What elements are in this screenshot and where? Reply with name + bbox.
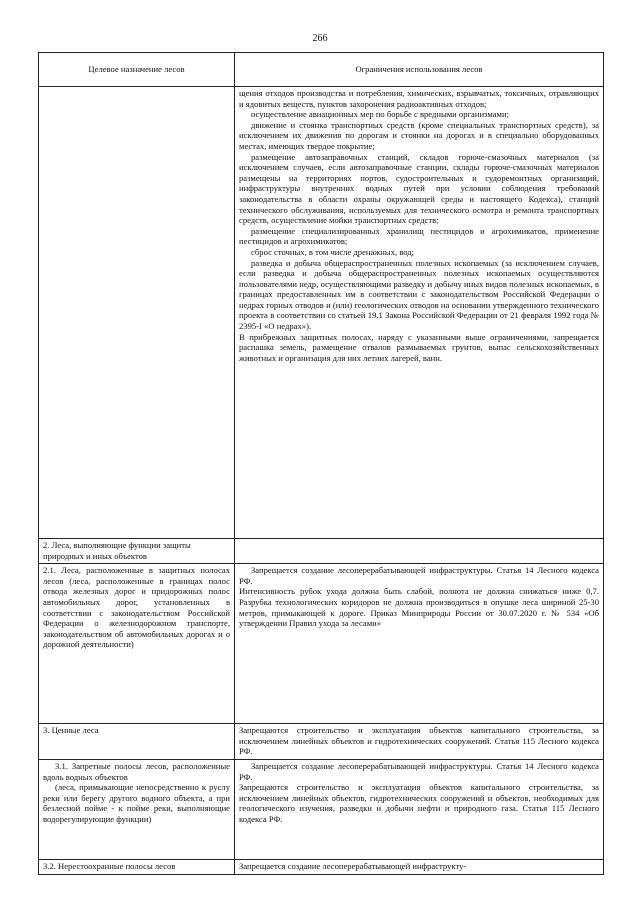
- table-row: [39, 87, 604, 539]
- row2-restrictions-cell: [235, 539, 604, 564]
- paragraph: размещение автозаправочных станций, складов горюче-смазочных материалов (за исключением случаев, если автозаправочные станции, склады горюче-смазочных материалов размещены на территориях портов, судостроительных и судоремонтных организаций, инфраструктуры внутренних водных путей при условии соблюдения требований законодательства в области охраны окружающей среды и настоящего Кодекса), станций технического обслуживания, используемых для технического осмотра и ремонта транспортных средств, осуществление мойки транспортных средств;: [239, 151, 599, 226]
- row4-purpose-cell: 3. Ценные леса: [39, 724, 235, 760]
- header-purpose: Целевое назначение лесов: [39, 53, 235, 87]
- row6-purpose-cell: 3.2. Нерестоохранные полосы лесов: [39, 859, 235, 874]
- paragraph: Запрещается создание лесоперерабатывающей инфраструктуры. Статья 14 Лесного кодекса РФ.: [239, 565, 599, 586]
- paragraph: сброс сточных, в том числе дренажных, вод;: [251, 246, 415, 257]
- paragraph: Запрещаются строительство и эксплуатация объектов капитального строительства, за исключением линейных объектов, гидротехнических сооружений и объектов, необходимых для геологического изучения, разведки и добычи нефти и природного газа. Статья 115 Лесного кодекса РФ.: [239, 782, 599, 824]
- table-row: [39, 539, 604, 564]
- table-row: [39, 564, 604, 724]
- page-number: 266: [312, 33, 328, 44]
- row3-restrictions-cell: [235, 564, 604, 724]
- paragraph: Интенсивность рубок ухода должна быть слабой, полнота не должна снижаться ниже 0,7. Разрубка технологических коридоров не должна производиться в опушке леса шириной 25-30 метров, примыкающей к дороге. Приказ Минприроды России от 30.07.2020 г. № 534 «Об утверждении Правил ухода за лесами»: [239, 586, 599, 629]
- forest-restrictions-table: [38, 52, 604, 875]
- paragraph: 3.1. Запретные полосы лесов, расположенные вдоль водных объектов: [43, 760, 230, 782]
- table-row: [39, 724, 604, 760]
- row1-purpose-cell: [39, 87, 235, 539]
- row4-restrictions-cell: Запрещаются строительство и эксплуатация объектов капитального строительства, за исключением линейных объектов и гидротехнических сооружений. Статья 115 Лесного кодекса РФ.: [235, 724, 604, 760]
- paragraph: движение и стоянка транспортных средств (кроме специальных транспортных средств), за исключением их движения по дорогам и стоянки на дорогах и в специально оборудованных местах, имеющих твердое покрытие;: [239, 119, 599, 151]
- paragraph: В прибрежных защитных полосах, наряду с указанными выше ограничениями, запрещается распашка земель, размещение отвалов размываемых грунтов, выпас сельскохозяйственных животных и организация для них летних лагерей, ванн.: [239, 331, 599, 363]
- row6-restrictions-cell: Запрещается создание лесоперерабатывающей инфраструкту-: [235, 859, 604, 874]
- row5-purpose-cell: [39, 759, 235, 859]
- table-row: [39, 859, 604, 874]
- paragraph: Запрещается создание лесоперерабатывающей инфраструктуры. Статья 14 Лесного кодекса РФ.: [239, 760, 599, 782]
- row3-purpose-cell: 2.1. Леса, расположенные в защитных полосах лесов (леса, расположенные в границах полос отвода железных дорог и придорожных полос автомобильных дорог, установленных в соответствии с законодательством Российской Федерации о железнодорожном транспорте, законодательством об автомобильных дорогах и о дорожной деятельности): [39, 564, 235, 724]
- row2-purpose-cell: 2. Леса, выполняющие функции защиты природных и иных объектов: [39, 539, 235, 564]
- row5-restrictions-cell: [235, 759, 604, 859]
- paragraph: разведка и добыча общераспространенных полезных ископаемых (за исключением случаев, если разведка и добыча общераспространенных полезных ископаемых осуществляются пользователями недр, осуществляющими разведку и добычу иных видов полезных ископаемых, в границах предоставленных им в соответствии с законодательством Российской Федерации о недрах горных отводов и (или) геологических отводов на основании утвержденного технического проекта в соответствии со статьей 19.1 Закона Российской Федерации от 21 февраля 1992 года № 2395-I «О недрах»).: [239, 257, 599, 332]
- header-restrictions: Ограничения использования лесов: [235, 53, 604, 87]
- table-header-row: [39, 53, 604, 87]
- paragraph: осуществление авиационных мер по борьбе с вредными организмами;: [251, 109, 509, 120]
- table-row: [39, 759, 604, 859]
- paragraph: (леса, примыкающие непосредственно к руслу реки или берегу другого водного объекта, а при безлесной пойме - к пойме реки, выполняющие водорегулирующие функции): [43, 782, 230, 824]
- paragraph: щения отходов производства и потребления, химических, взрывчатых, токсичных, отравляющих и ядовитых веществ, пунктов захоронения радиоактивных отходов;: [239, 88, 599, 109]
- paragraph: размещение специализированных хранилищ пестицидов и агрохимикатов, применение пестицидов и агрохимикатов;: [239, 225, 599, 247]
- row1-restrictions-cell: [235, 87, 604, 539]
